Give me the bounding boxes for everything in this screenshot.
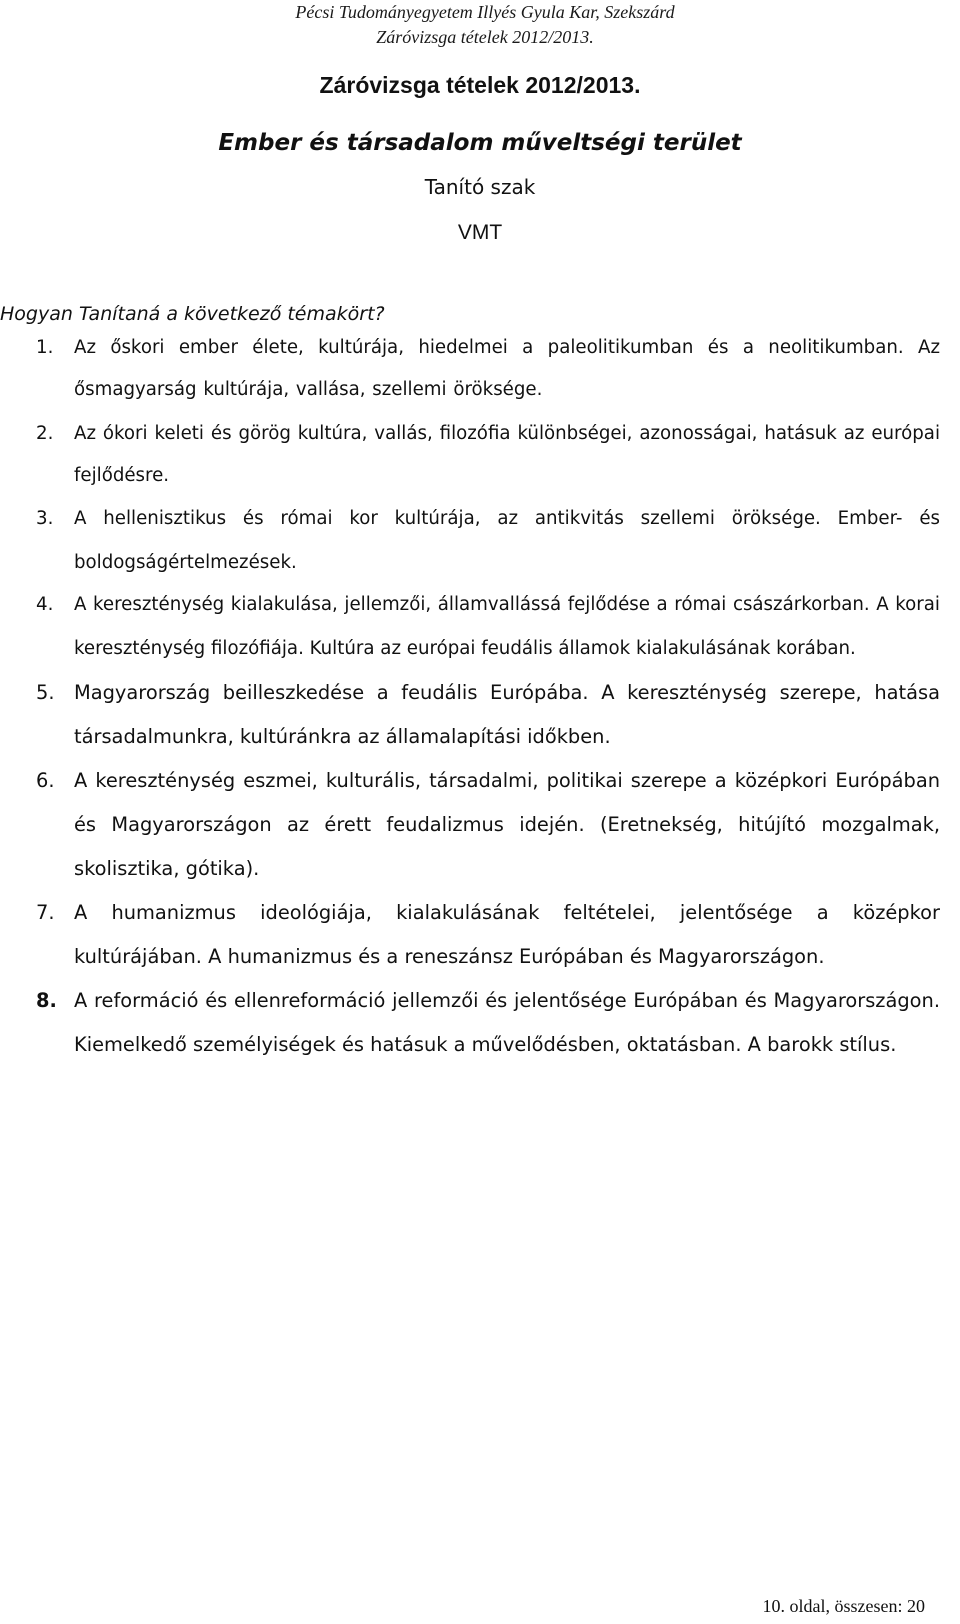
topic-number: 2.	[36, 423, 54, 444]
list-item	[0, 759, 940, 891]
list-item	[0, 891, 940, 979]
topic-number: 4.	[36, 594, 54, 615]
topic-number: 6.	[36, 769, 55, 792]
topic-number: 8.	[36, 989, 57, 1012]
list-item	[0, 583, 940, 671]
topic-number: 1.	[36, 337, 54, 358]
topic-text: A hellenisztikus és római kor kultúrája, az antikvitás szellemi öröksége. Ember- és boldogságértelmezések.	[74, 508, 940, 573]
document-subtitle: Ember és társadalom műveltségi terület	[218, 130, 742, 156]
topic-text: Az ókori keleti és görög kultúra, vallás, filozófia különbségei, azonosságai, hatásuk az európai fejlődésre.	[74, 423, 940, 486]
list-item	[0, 327, 940, 411]
program-code: VMT	[457, 221, 503, 244]
topic-list	[0, 327, 940, 1067]
topic-text: Az őskori ember élete, kultúrája, hiedelmei a paleolitikumban és a neolitikumban. Az ősmagyarság kultúrája, vallása, szellemi öröksége.	[74, 337, 940, 400]
topic-text: A kereszténység kialakulása, jellemzői, államvallássá fejlődése a római császárkorban. A korai kereszténység filozófiája. Kultúra az európai feudális államok kialakulásának korában.	[74, 594, 940, 659]
page-footer: 10. oldal, összesen: 20	[762, 1596, 925, 1616]
list-item	[0, 413, 940, 497]
topic-text: A reformáció és ellenreformáció jellemzői és jelentősége Európában és Magyarországon. Kiemelkedő személyiségek és hatásuk a művelődésben, oktatásban. A barokk stílus.	[74, 989, 940, 1056]
list-item	[0, 979, 940, 1067]
running-header	[215, 0, 755, 50]
program-name: Tanító szak	[424, 175, 536, 199]
topic-number: 7.	[36, 901, 55, 924]
topic-number: 3.	[36, 508, 54, 529]
question-prompt: Hogyan Tanítaná a következő témakört?	[0, 303, 385, 325]
topic-text: Magyarország beilleszkedése a feudális Európába. A kereszténység szerepe, hatása társadalmunkra, kultúránkra az államalapítási időkben.	[74, 681, 940, 748]
list-item	[0, 497, 940, 585]
header-exam-line: Záróvizsga tételek 2012/2013.	[376, 27, 594, 47]
topic-text: A humanizmus ideológiája, kialakulásának feltételei, jelentősége a középkor kultúrájában. A humanizmus és a reneszánsz Európában és Magyarországon.	[74, 901, 940, 968]
document-title: Záróvizsga tételek 2012/2013.	[319, 72, 641, 98]
topic-text: A kereszténység eszmei, kulturális, társadalmi, politikai szerepe a középkori Európában és Magyarországon az érett feudalizmus idején. (Eretnekség, hitújító mozgalmak, skolisztika, gótika).	[74, 769, 940, 880]
header-institution: Pécsi Tudományegyetem Illyés Gyula Kar, Szekszárd	[295, 2, 675, 22]
list-item	[0, 671, 940, 759]
topic-number: 5.	[36, 681, 55, 704]
